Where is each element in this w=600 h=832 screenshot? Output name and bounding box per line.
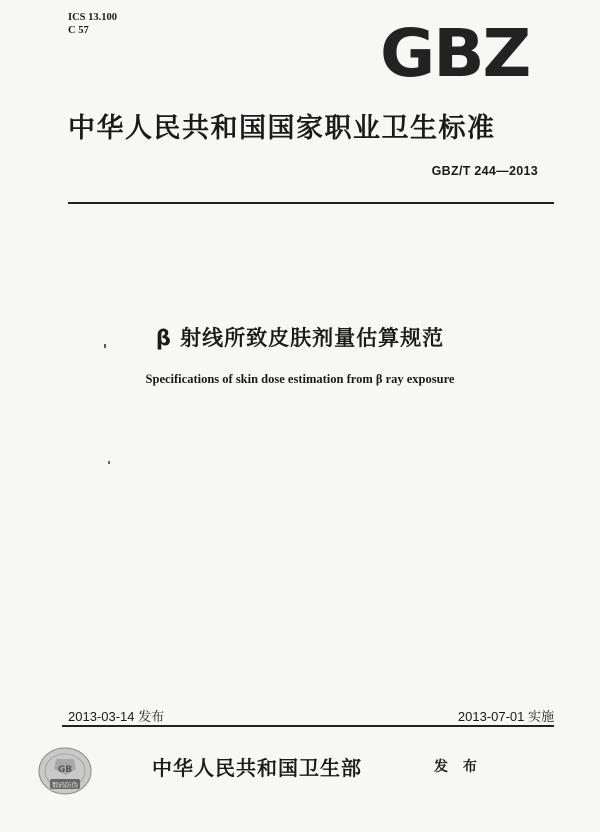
issue-verb: 发 布 — [434, 759, 482, 775]
svg-text:GB: GB — [57, 765, 73, 775]
bottom-divider — [62, 725, 554, 727]
issue-date: 2013-03-14 发布 — [68, 709, 165, 724]
standard-category-title: 中华人民共和国国家职业卫生标准 — [68, 113, 496, 144]
scan-speck — [108, 461, 110, 464]
ccs-code: C 57 — [68, 25, 89, 36]
top-divider — [68, 202, 554, 204]
issuing-authority: 中华人民共和国卫生部 — [152, 756, 362, 780]
classification-codes — [68, 11, 117, 37]
scan-speck — [104, 344, 106, 348]
gbz-logo: GBZ — [380, 15, 530, 92]
ics-code: ICS 13.100 — [68, 12, 118, 23]
document-title-english: Specifications of skin dose estimation from β ray exposure — [145, 372, 455, 386]
anti-counterfeit-seal-icon — [36, 745, 94, 797]
document-title-chinese: β 射线所致皮肤剂量估算规范 — [155, 326, 445, 350]
seal-label: 数码防伪 — [52, 781, 78, 789]
standard-code: GBZ/T 244—2013 — [431, 164, 538, 178]
implementation-date: 2013-07-01 实施 — [457, 709, 554, 724]
